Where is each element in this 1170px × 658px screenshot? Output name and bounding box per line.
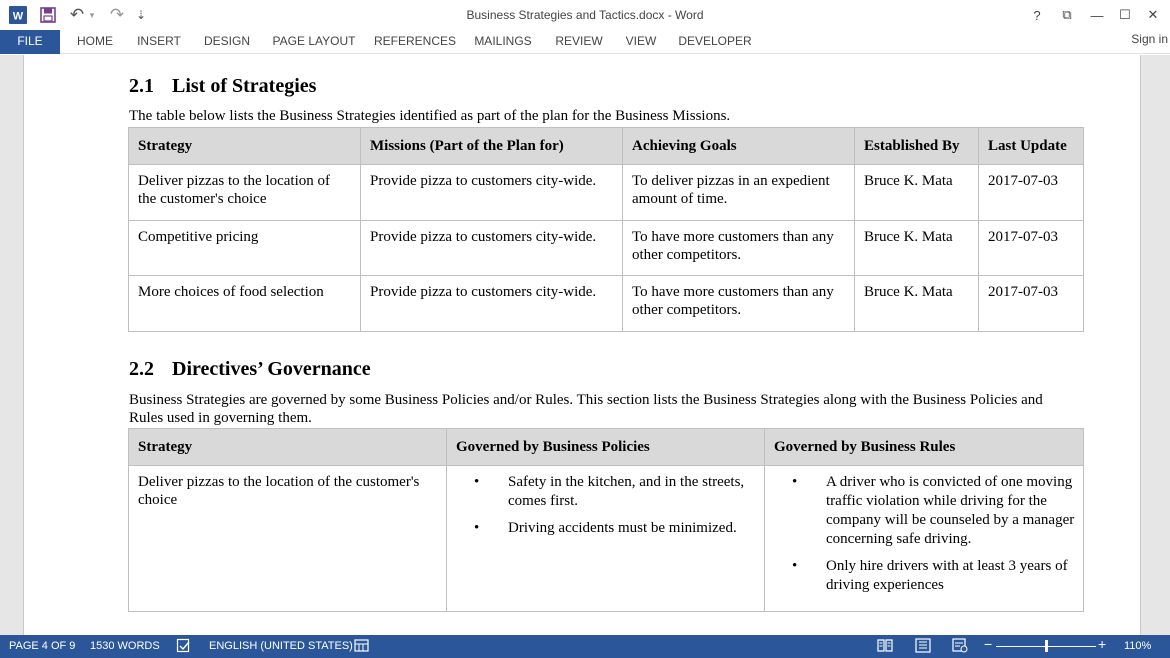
strategies-table — [128, 127, 1084, 332]
column-header: Last Update — [979, 128, 1084, 165]
table-cell: To deliver pizzas in an expedient amount of time. — [623, 165, 855, 221]
table-cell: Provide pizza to customers city-wide. — [361, 165, 623, 221]
table-cell: Provide pizza to customers city-wide. — [361, 276, 623, 332]
table-cell: Deliver pizzas to the location of the customer's choice — [129, 466, 447, 612]
tab-page-layout[interactable]: PAGE LAYOUT — [272, 34, 356, 48]
column-header: Established By — [855, 128, 979, 165]
list-item-text: Safety in the kitchen, and in the streets, comes first. — [508, 474, 745, 509]
zoom-level[interactable]: 110% — [1124, 640, 1152, 652]
table-row — [129, 221, 1084, 276]
column-header: Achieving Goals — [623, 128, 855, 165]
document-page[interactable] — [23, 55, 1141, 635]
customize-toolbar-icon[interactable]: ⇣ — [135, 8, 147, 22]
table-cell: Bruce K. Mata — [855, 221, 979, 276]
word-count[interactable]: 1530 WORDS — [90, 640, 160, 652]
rules-list — [774, 473, 1075, 595]
tab-review[interactable]: REVIEW — [555, 34, 603, 48]
tab-home[interactable]: HOME — [77, 34, 113, 48]
list-item — [456, 519, 756, 538]
tab-mailings[interactable]: MAILINGS — [474, 34, 532, 48]
print-layout-icon[interactable] — [915, 638, 931, 656]
section-intro: Business Strategies are governed by some Business Policies and/or Rules. This section lists the Business Strategies along with the Business Policies and Rules used in governing them. — [129, 392, 1043, 426]
zoom-in-button[interactable]: + — [1098, 636, 1107, 652]
tab-insert[interactable]: INSERT — [137, 34, 181, 48]
list-item-text: A driver who is convicted of one moving traffic violation while driving for the company will be counseled by a manager concerning safe driving. — [826, 474, 1075, 547]
table-cell: 2017-07-03 — [979, 165, 1084, 221]
section-title: Directives’ Governance — [172, 358, 371, 380]
tab-view[interactable]: VIEW — [625, 34, 657, 48]
maximize-button[interactable]: ☐ — [1119, 7, 1131, 22]
document-area[interactable] — [0, 55, 1170, 635]
tab-developer[interactable]: DEVELOPER — [678, 34, 752, 48]
status-bar — [0, 635, 1170, 658]
minimize-button[interactable]: — — [1090, 7, 1104, 23]
proofing-icon[interactable] — [176, 638, 192, 657]
column-header: Strategy — [129, 128, 361, 165]
table-row — [129, 466, 1084, 612]
table-cell: Provide pizza to customers city-wide. — [361, 221, 623, 276]
bullet-icon: • — [792, 558, 798, 574]
page-count[interactable]: PAGE 4 OF 9 — [9, 640, 76, 652]
title-bar — [0, 0, 1170, 30]
table-cell: To have more customers than any other competitors. — [623, 221, 855, 276]
list-item — [774, 557, 1075, 595]
table-cell: Bruce K. Mata — [855, 165, 979, 221]
language-indicator[interactable]: ENGLISH (UNITED STATES) — [209, 640, 353, 652]
sign-in-link[interactable]: Sign in — [1131, 32, 1168, 46]
tab-file[interactable]: FILE — [0, 30, 60, 54]
ribbon-display-options-button[interactable]: ⧉ — [1062, 7, 1072, 22]
table-header-row — [129, 429, 1084, 466]
redo-icon[interactable]: ↷ — [109, 5, 125, 24]
table-cell: To have more customers than any other competitors. — [623, 276, 855, 332]
web-layout-icon[interactable] — [952, 638, 968, 656]
table-cell: Bruce K. Mata — [855, 276, 979, 332]
bullet-icon: • — [474, 474, 480, 490]
table-header-row — [129, 128, 1084, 165]
zoom-out-button[interactable]: − — [984, 636, 993, 652]
column-header: Strategy — [129, 429, 447, 466]
help-button[interactable]: ? — [1033, 7, 1041, 23]
column-header: Governed by Business Policies — [447, 429, 765, 466]
zoom-slider-thumb[interactable] — [1045, 640, 1048, 652]
bullet-icon: • — [474, 520, 480, 536]
table-cell: More choices of food selection — [129, 276, 361, 332]
list-item-text: Only hire drivers with at least 3 years of driving experiences — [826, 558, 1068, 593]
read-mode-icon[interactable] — [877, 638, 893, 656]
policies-list — [456, 473, 756, 538]
table-cell-rules — [765, 466, 1084, 612]
ribbon-tabs — [0, 30, 1170, 54]
column-header: Governed by Business Rules — [765, 429, 1084, 466]
table-cell: Deliver pizzas to the location of the customer's choice — [129, 165, 361, 221]
tab-references[interactable]: REFERENCES — [374, 34, 457, 48]
bullet-icon: • — [792, 474, 798, 490]
svg-text:W: W — [12, 10, 24, 23]
section-heading-strategies — [129, 75, 316, 98]
macro-record-icon[interactable] — [354, 638, 369, 656]
list-item — [456, 473, 756, 511]
undo-icon[interactable]: ↶ — [69, 5, 85, 24]
column-header: Missions (Part of the Plan for) — [361, 128, 623, 165]
section-title: List of Strategies — [172, 75, 317, 97]
close-button[interactable]: ✕ — [1147, 7, 1159, 22]
list-item — [774, 473, 1075, 549]
table-cell: 2017-07-03 — [979, 221, 1084, 276]
table-row — [129, 165, 1084, 221]
table-cell: Competitive pricing — [129, 221, 361, 276]
list-item-text: Driving accidents must be minimized. — [508, 520, 737, 536]
governance-table — [128, 428, 1084, 612]
table-row — [129, 276, 1084, 332]
section-number: 2.2 — [129, 358, 154, 380]
table-cell: 2017-07-03 — [979, 276, 1084, 332]
window-title: Business Strategies and Tactics.docx - Word — [466, 8, 704, 22]
table-cell-policies — [447, 466, 765, 612]
section-number: 2.1 — [129, 75, 154, 97]
section-intro: The table below lists the Business Strategies identified as part of the plan for the Business Missions. — [129, 108, 731, 124]
section-heading-governance — [129, 358, 371, 381]
tab-design[interactable]: DESIGN — [203, 34, 250, 48]
undo-dropdown-icon[interactable]: ▾ — [89, 9, 95, 20]
